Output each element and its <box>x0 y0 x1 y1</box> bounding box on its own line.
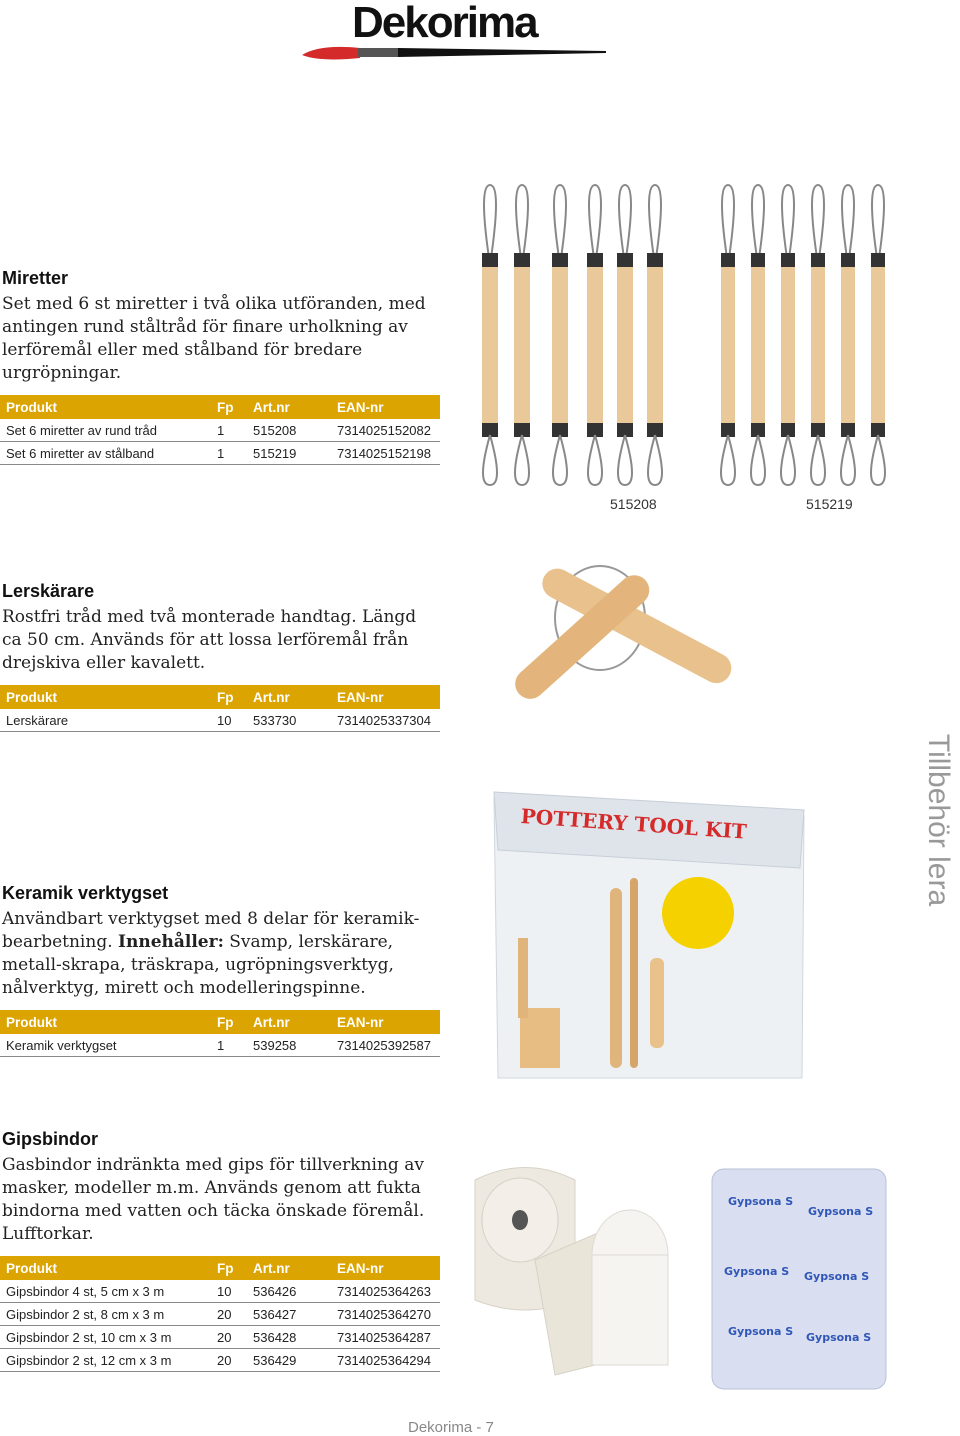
table-row: Gipsbindor 2 st, 8 cm x 3 m 20 536427 7314025364270 <box>0 1303 440 1326</box>
clay-cutter-image <box>480 558 780 748</box>
section-title: Miretter <box>2 268 69 288</box>
image-caption: 515219 <box>806 496 853 512</box>
table-header: Produkt Fp Art.nr EAN-nr <box>0 1010 440 1034</box>
brand-logo <box>300 0 610 70</box>
table-row: Gipsbindor 2 st, 10 cm x 3 m 20 536428 7314025364287 <box>0 1326 440 1349</box>
table-header: Produkt Fp Art.nr EAN-nr <box>0 395 440 419</box>
package-brand-label: Gypsona S <box>728 1195 794 1208</box>
table-header: Produkt Fp Art.nr EAN-nr <box>0 685 440 709</box>
package-brand-label: Gypsona S <box>808 1205 874 1218</box>
table-row: Set 6 miretter av rund tråd 1 515208 7314025152082 <box>0 419 440 442</box>
section-title: Gipsbindor <box>2 1129 98 1149</box>
side-category-label: Tillbehör lera <box>922 733 955 907</box>
product-table <box>0 1256 440 1372</box>
section-title: Lerskärare <box>2 581 95 601</box>
package-brand-label: Gypsona S <box>724 1265 790 1278</box>
product-table <box>0 395 440 465</box>
miretter-image <box>470 175 900 495</box>
plaster-bandage-image <box>465 1160 690 1390</box>
package-label: POTTERY TOOL KIT <box>519 803 748 844</box>
product-table <box>0 685 440 732</box>
section-description: Användbart verktygset med 8 delar för keramik-bearbetning. Innehåller: Svamp, lerskärare, metall-skrapa, träskrapa, ugröpningsverktyg, nålverktyg, mirett och modelleringspinne. <box>2 909 420 998</box>
package-brand-label: Gypsona S <box>728 1325 794 1338</box>
section-lerskarare <box>0 581 440 732</box>
section-gipsbindor <box>0 1129 440 1372</box>
product-table <box>0 1010 440 1057</box>
section-title: Keramik verktygset <box>2 883 169 903</box>
package-brand-label: Gypsona S <box>804 1270 870 1283</box>
table-row: Gipsbindor 2 st, 12 cm x 3 m 20 536429 7314025364294 <box>0 1349 440 1372</box>
table-row: Keramik verktygset 1 539258 7314025392587 <box>0 1034 440 1057</box>
table-row: Lerskärare 10 533730 7314025337304 <box>0 709 440 732</box>
section-description: Rostfri tråd med två monterade handtag. Längd ca 50 cm. Används för att lossa lerföremål från drejskiva eller kavalett. <box>2 607 417 673</box>
table-row: Set 6 miretter av stålband 1 515219 7314025152198 <box>0 442 440 465</box>
paintbrush-icon <box>300 0 610 70</box>
table-row: Gipsbindor 4 st, 5 cm x 3 m 10 536426 7314025364263 <box>0 1280 440 1303</box>
section-keramik-verktygset <box>0 883 440 1057</box>
section-miretter <box>0 268 440 465</box>
section-description: Set med 6 st miretter i två olika utföranden, med antingen rund ståltråd för finare urholkning av lerföremål eller med stålband för bredare urgröpningar. <box>2 294 426 383</box>
gypsona-package-image <box>708 1165 890 1393</box>
package-brand-label: Gypsona S <box>806 1331 872 1344</box>
section-description: Gasbindor indränkta med gips för tillverkning av masker, modeller m.m. Används genom att fukta bindorna med vatten och täcka önskade föremål. Lufftorkar. <box>2 1155 425 1244</box>
brand-name: Dekorima <box>352 0 537 47</box>
page-footer: Dekorima - 7 <box>408 1419 494 1436</box>
table-header: Produkt Fp Art.nr EAN-nr <box>0 1256 440 1280</box>
image-caption: 515208 <box>610 496 657 512</box>
pottery-kit-image <box>490 788 808 1080</box>
